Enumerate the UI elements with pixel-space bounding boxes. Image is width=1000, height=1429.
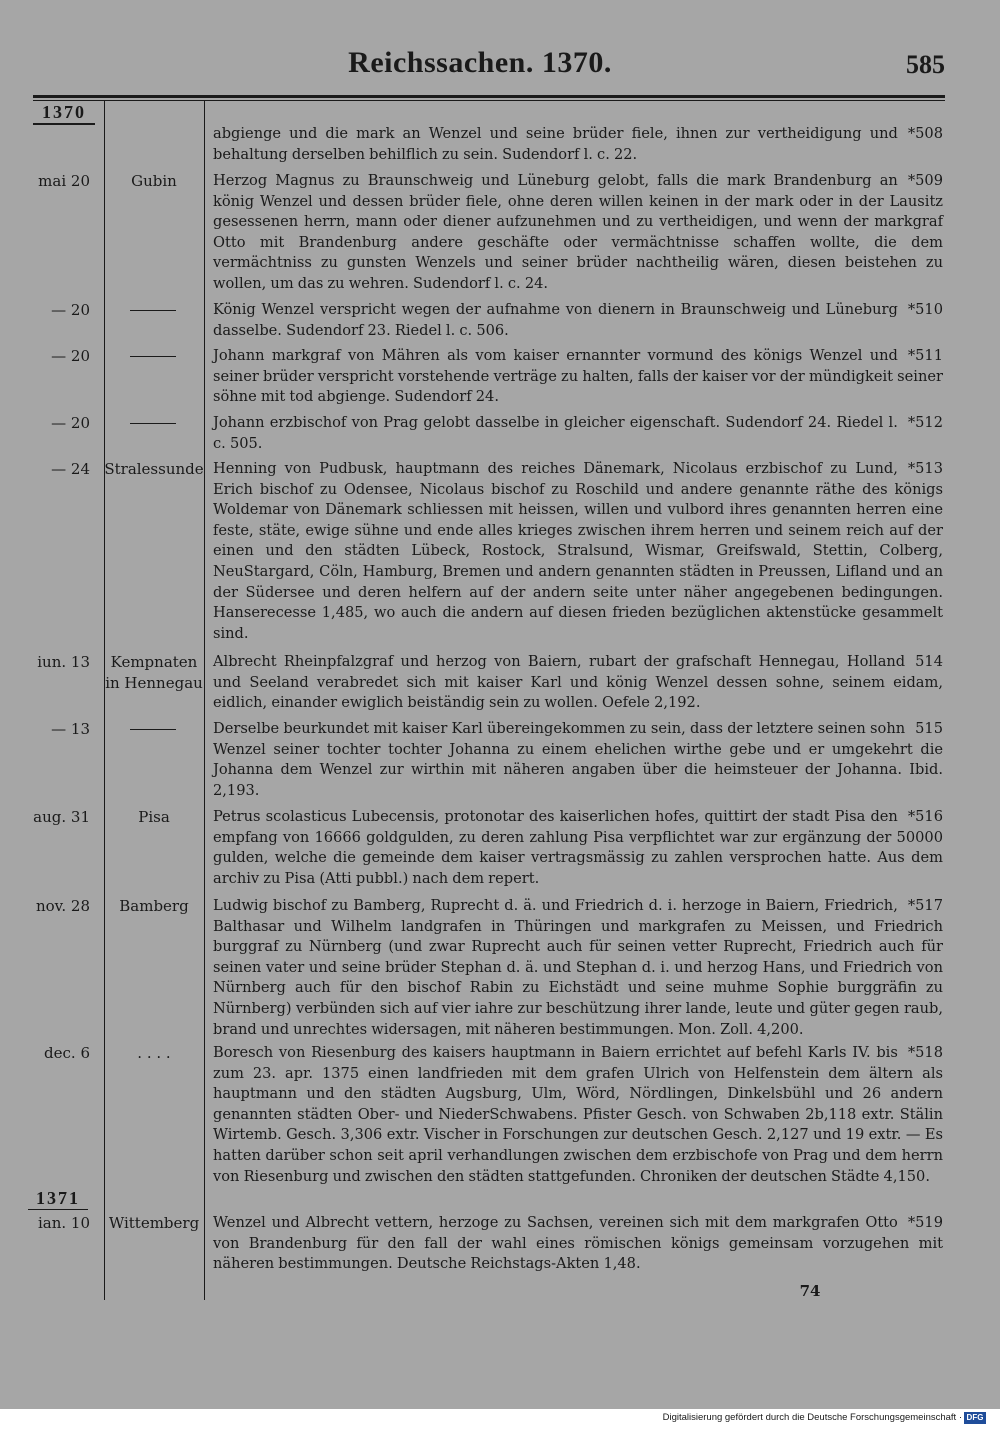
entry-body: König Wenzel verspricht wegen der aufnahme von dienern in Braunschweig und Lüneburg dasselbe. Sudendorf 23. Riedel l. c. 506. xyxy=(213,301,898,339)
entry-place: Gubin xyxy=(131,172,177,190)
entry-number: *519 xyxy=(907,1214,943,1231)
entry-text xyxy=(213,300,943,341)
entry-text xyxy=(213,413,943,454)
column-divider-place xyxy=(204,100,205,1300)
entry-number: *516 xyxy=(907,808,943,825)
header-rule-thin xyxy=(33,100,945,101)
same-place-dash xyxy=(130,310,176,311)
entry-text xyxy=(213,124,943,165)
entry-body: Johann erzbischof von Prag gelobt dasselbe in gleicher eigenschaft. Sudendorf 24. Riedel l. c. 505. xyxy=(213,414,898,452)
entry-date: — 20 xyxy=(51,301,90,319)
entry-date: — 24 xyxy=(51,460,90,478)
entry-body: Petrus scolasticus Lubecensis, protonotar des kaiserlichen hofes, quittirt der stadt Pisa den empfang von 16666 goldgulden, zu deren zahlung Pisa verpflichtet war zur ergänzung der 50000 gulden, welche die gemeinde dem kaiser vertragsmässig zu zahlen versprochen hatte. Aus dem archiv zu Pisa (Atti pubbl.) nach dem repert. xyxy=(213,808,943,887)
page-header-title: Reichssachen. 1370. xyxy=(348,46,612,79)
entry-date: ian. 10 xyxy=(37,1214,90,1232)
entry-body: Albrecht Rheinpfalzgraf und herzog von Baiern, rubart der grafschaft Hennegau, Holland und Seeland verabredet sich mit kaiser Karl und könig Wenzel dessen sohne, seinem eidam, eidlich, einander ewiglich beiständig sein zu wollen. Oefele 2,192. xyxy=(213,653,943,712)
entry-body: Derselbe beurkundet mit kaiser Karl übereingekommen zu sein, dass der letztere seinen sohn Wenzel seiner tochter tochter Johanna zu einem ehelichen wirthe gebe und er umgekehrt die Johanna dem Wenzel zur wirthin mit näheren angaben über die heimsteuer der Johanna. Ibid. 2,193. xyxy=(213,720,943,799)
entry-body: Ludwig bischof zu Bamberg, Ruprecht d. ä. und Friedrich d. i. herzoge in Baiern, Friedrich, Balthasar und Wilhelm landgrafen in Thüringen und markgrafen zu Meissen, und Friedrich burggraf zu Nürnberg (und zwar Ruprecht auch für seinen vetter Ruprecht, Friedrich auch für seinen vater und seine brüder Stephan d. ä. und Stephan d. i. und herzog Hans, und Friedrich von Nürnberg auch für den bischof Rabin zu Eichstädt und seine muhme Sophie burggräfin zu Nürnberg) verbünden sich auf vier iahre zur beschützung ihrer lande, leute und güter gegen raub, brand und unrechtes widersagen, mit näheren bestimmungen. Mon. Zoll. 4,200. xyxy=(213,897,943,1038)
entry-date: aug. 31 xyxy=(33,808,90,826)
entry-text xyxy=(213,896,943,1040)
entry-date: mai 20 xyxy=(38,172,90,190)
entry-date: — 13 xyxy=(51,720,90,738)
entry-number: *509 xyxy=(907,172,943,189)
same-place-dash xyxy=(130,423,176,424)
dfg-logo: DFG xyxy=(964,1412,986,1424)
entry-body: Henning von Pudbusk, hauptmann des reiches Dänemark, Nicolaus erzbischof zu Lund, Erich bischof zu Odensee, Nicolaus bischof zu Roschild und andere genannte räthe des königs Woldemar von Dänemark schliessen mit heissen, willen und vulbord ihres genannten herren eine feste, stäte, ewige sühne und ende alles krieges zwischen ihrem herren und seinem reich auf der einen und den städten Lübeck, Rostock, Stralsund, Wismar, Greifswald, Stettin, Colberg, NeuStargard, Cöln, Hamburg, Bremen und andern genannten städten in Preussen, Lifland und an der Südersee und deren helfern auf der andern seite unter näher angegebenen bedingungen. Hanserecesse 1,485, wo auch die andern auf diesen frieden bezüglichen aktenstücke gesammelt sind. xyxy=(213,460,943,642)
year-marker-1370: 1370 xyxy=(33,101,95,125)
entry-place: Pisa xyxy=(138,808,170,826)
footer-bar xyxy=(0,1409,1000,1429)
header-rule xyxy=(33,95,945,98)
entry-date: — 20 xyxy=(51,414,90,432)
same-place-dash xyxy=(130,356,176,357)
footer-credit: Digitalisierung gefördert durch die Deutsche Forschungsgemeinschaft · xyxy=(662,1412,962,1423)
entry-text xyxy=(213,652,943,714)
entry-number: *508 xyxy=(907,125,943,142)
entry-body: Wenzel und Albrecht vettern, herzoge zu Sachsen, vereinen sich mit dem markgrafen Otto von Brandenburg für den fall der wahl eines römischen königs gemeinsam vorzugehen mit näheren bestimmungen. Deutsche Reichstags-Akten 1,48. xyxy=(213,1214,943,1273)
entry-text xyxy=(213,719,943,801)
entry-date: — 20 xyxy=(51,347,90,365)
entry-text xyxy=(213,459,943,644)
entry-text xyxy=(213,346,943,408)
entry-body: Boresch von Riesenburg des kaisers hauptmann in Baiern errichtet auf befehl Karls IV. bis zum 23. apr. 1375 einen landfrieden mit dem grafen Ulrich von Helfenstein dem ältern als hauptmann und den städten Augsburg, Ulm, Wörd, Nördlingen, Dinkelsbühl und 26 andern genannten städten Ober- und NiederSchwabens. Pfister Gesch. von Schwaben 2b,118 extr. Stälin Wirtemb. Gesch. 3,306 extr. Vischer in Forschungen zur deutschen Gesch. 2,127 und 19 extr. — Es hatten darüber schon seit april verhandlungen zwischen dem erzbischofe von Prag und dem herrn von Riesenburg und zwischen den städten stattgefunden. Chroniken der deutschen Städte 4,150. xyxy=(213,1044,943,1185)
entry-number: *518 xyxy=(907,1044,943,1061)
folio-number: 74 xyxy=(799,1282,821,1300)
entry-place: Bamberg xyxy=(119,897,189,915)
entry-date: nov. 28 xyxy=(35,897,90,915)
same-place-dash xyxy=(130,729,176,730)
entry-body: Johann markgraf von Mähren als vom kaiser ernannter vormund des königs Wenzel und seiner brüder verspricht vorstehende verträge zu halten, falls der kaiser vor der mündigkeit seiner söhne mit tod abgienge. Sudendorf 24. xyxy=(213,347,943,406)
entry-text xyxy=(213,807,943,889)
entry-place: Wittemberg xyxy=(108,1214,200,1232)
entry-body: Herzog Magnus zu Braunschweig und Lüneburg gelobt, falls die mark Brandenburg an könig Wenzel und dessen brüder fiele, ohne deren willen keinen in der mark oder in der Lausitz gesessenen herrn, mann oder diener aufzunehmen und zu vertheidigen, und wenn der markgraf Otto mit Brandenburg andere geschäfte oder vermächtnisse schaffen wollte, die dem vermächtniss zu gunsten Wenzels und seiner brüder nachtheilig wären, diesen beistehen zu wollen, um das zu wehren. Sudendorf l. c. 24. xyxy=(213,172,943,292)
entry-date: dec. 6 xyxy=(44,1044,90,1062)
entry-number: *510 xyxy=(907,301,943,318)
entry-number: *517 xyxy=(907,897,943,914)
year-marker-1371: 1371 xyxy=(28,1187,88,1210)
entry-place: Kempnaten in Hennegau xyxy=(105,653,203,692)
entry-number: 515 xyxy=(915,720,943,737)
entry-text xyxy=(213,1043,943,1187)
entry-text xyxy=(213,1213,943,1275)
entry-body: abgienge und die mark an Wenzel und seine brüder fiele, ihnen zur vertheidigung und behaltung derselben behilflich zu sein. Sudendorf l. c. 22. xyxy=(213,125,898,163)
entry-date: iun. 13 xyxy=(37,653,90,671)
column-divider-date xyxy=(104,100,105,1300)
page-number: 585 xyxy=(906,50,945,79)
entry-place: . . . . xyxy=(137,1044,171,1062)
entry-text xyxy=(213,171,943,295)
entry-place: Stralessunde xyxy=(104,460,204,478)
entry-number: *512 xyxy=(907,414,943,431)
entry-number: *511 xyxy=(907,347,943,364)
entry-number: 514 xyxy=(915,653,943,670)
entry-number: *513 xyxy=(907,460,943,477)
